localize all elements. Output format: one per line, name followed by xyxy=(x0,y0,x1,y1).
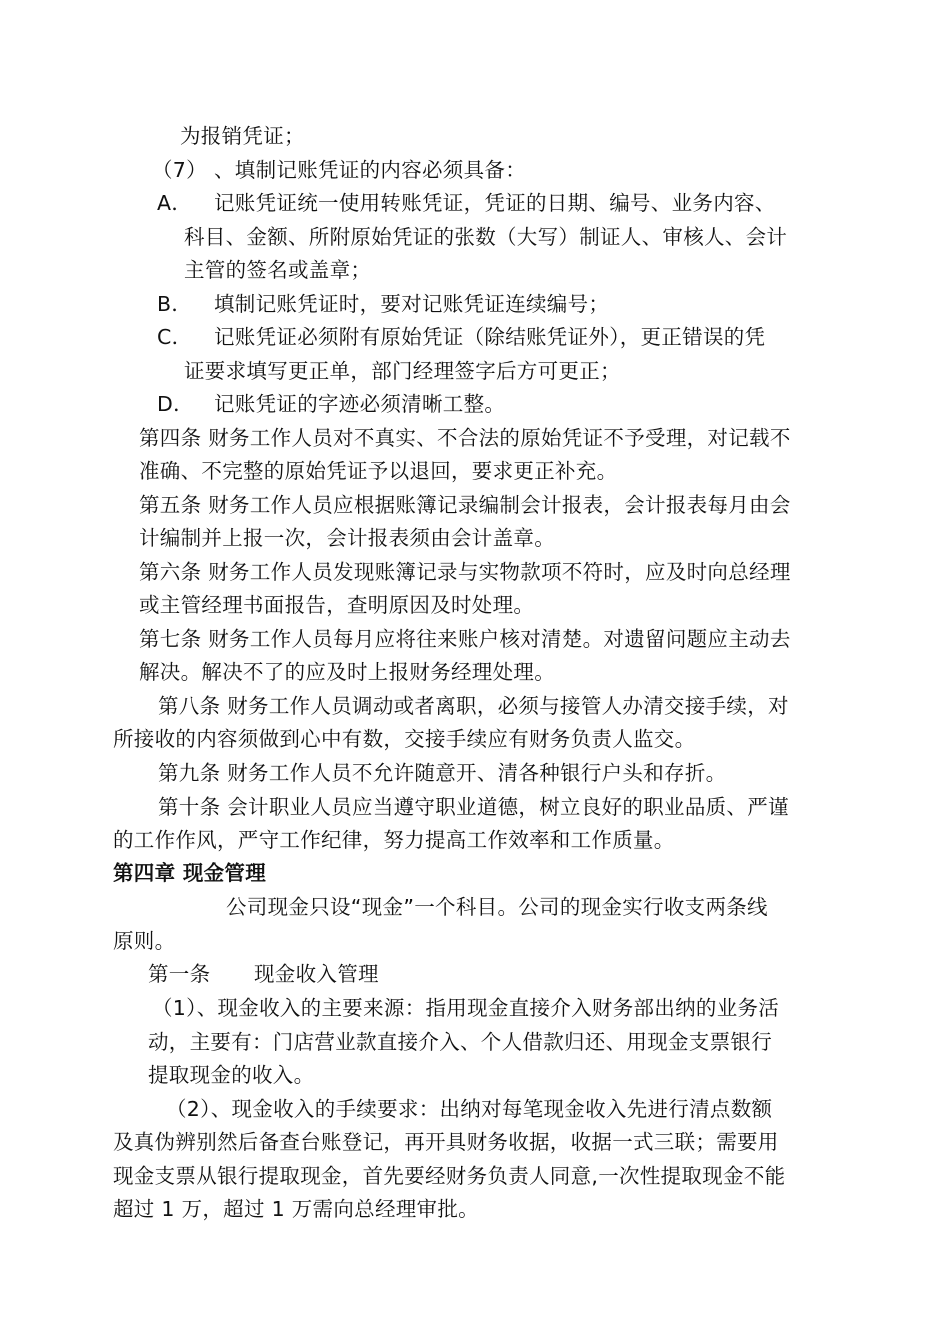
list-text: 记账凭证的字迹必须清晰工整。 xyxy=(214,392,506,416)
list-label: （7） xyxy=(152,158,207,182)
list-text: 填制记账凭证时，要对记账凭证连续编号； xyxy=(214,292,610,316)
list-text: 记账凭证必须附有原始凭证（除结账凭证外），更正错误的凭 xyxy=(214,325,766,349)
article-8: 第八条 财务工作人员调动或者离职，必须与接管人办清交接手续，对 xyxy=(158,694,789,718)
article-9: 第九条 财务工作人员不允许随意开、清各种银行户头和存折。 xyxy=(158,761,727,785)
list-item-b xyxy=(157,289,609,319)
list-item-7 xyxy=(152,155,526,185)
text-line: 计编制并上报一次，会计报表须由会计盖章。 xyxy=(139,526,555,550)
chapter-title: 第四章 现金管理 xyxy=(113,861,267,885)
article-4: 第四条 财务工作人员对不真实、不合法的原始凭证不予受理，对记载不 xyxy=(139,426,791,450)
article-7: 第七条 财务工作人员每月应将往来账户核对清楚。对遗留问题应主动去 xyxy=(139,627,791,651)
text-line: 为报销凭证； xyxy=(180,124,305,148)
text-line: 证要求填写更正单，部门经理签字后方可更正； xyxy=(184,359,621,383)
text-line: 及真伪辨别然后备查台账登记，再开具财务收据，收据一式三联；需要用 xyxy=(113,1130,779,1154)
text-line: 所接收的内容须做到心中有数，交接手续应有财务负责人监交。 xyxy=(113,727,696,751)
text-line: 准确、不完整的原始凭证予以退回，要求更正补充。 xyxy=(139,459,618,483)
list-item-d xyxy=(157,389,505,419)
list-item-a xyxy=(157,188,776,218)
paragraph-1: （1）、现金收入的主要来源：指用现金直接介入财务部出纳的业务活 xyxy=(152,996,780,1020)
chapter-intro: 公司现金只设“现金”一个科目。公司的现金实行收支两条线 xyxy=(226,895,768,919)
list-item-c xyxy=(157,322,765,352)
text-line: 现金支票从银行提取现金，首先要经财务负责人同意,一次性提取现金不能 xyxy=(113,1164,786,1188)
text-line: 的工作作风，严守工作纪律，努力提高工作效率和工作质量。 xyxy=(113,828,675,852)
list-label: D． xyxy=(157,392,194,416)
section-1-heading xyxy=(148,959,379,989)
text-line: 提取现金的收入。 xyxy=(148,1063,315,1087)
text-line: 解决。解决不了的应及时上报财务经理处理。 xyxy=(139,660,555,684)
text-line: 主管的签名或盖章； xyxy=(184,258,372,282)
paragraph-2: （2）、现金收入的手续要求：出纳对每笔现金收入先进行清点数额 xyxy=(166,1097,773,1121)
list-text: 记账凭证统一使用转账凭证，凭证的日期、编号、业务内容、 xyxy=(214,191,776,215)
article-5: 第五条 财务工作人员应根据账簿记录编制会计报表，会计报表每月由会 xyxy=(139,493,791,517)
section-label: 第一条 xyxy=(148,962,211,986)
article-10: 第十条 会计职业人员应当遵守职业道德，树立良好的职业品质、严谨 xyxy=(158,795,789,819)
text-line: 科目、金额、所附原始凭证的张数（大写）制证人、审核人、会计 xyxy=(184,225,788,249)
list-text: 、填制记账凭证的内容必须具备： xyxy=(214,158,526,182)
list-label: C． xyxy=(157,325,193,349)
article-6: 第六条 财务工作人员发现账簿记录与实物款项不符时，应及时向总经理 xyxy=(139,560,791,584)
section-title: 现金收入管理 xyxy=(254,962,379,986)
list-label: B． xyxy=(157,292,193,316)
text-line: 动，主要有：门店营业款直接介入、个人借款归还、用现金支票银行 xyxy=(148,1030,772,1054)
text-line: 超过 1 万，超过 1 万需向总经理审批。 xyxy=(113,1197,479,1221)
list-label: A． xyxy=(157,191,193,215)
text-line: 原则。 xyxy=(113,929,176,953)
text-line: 或主管经理书面报告，查明原因及时处理。 xyxy=(139,593,535,617)
